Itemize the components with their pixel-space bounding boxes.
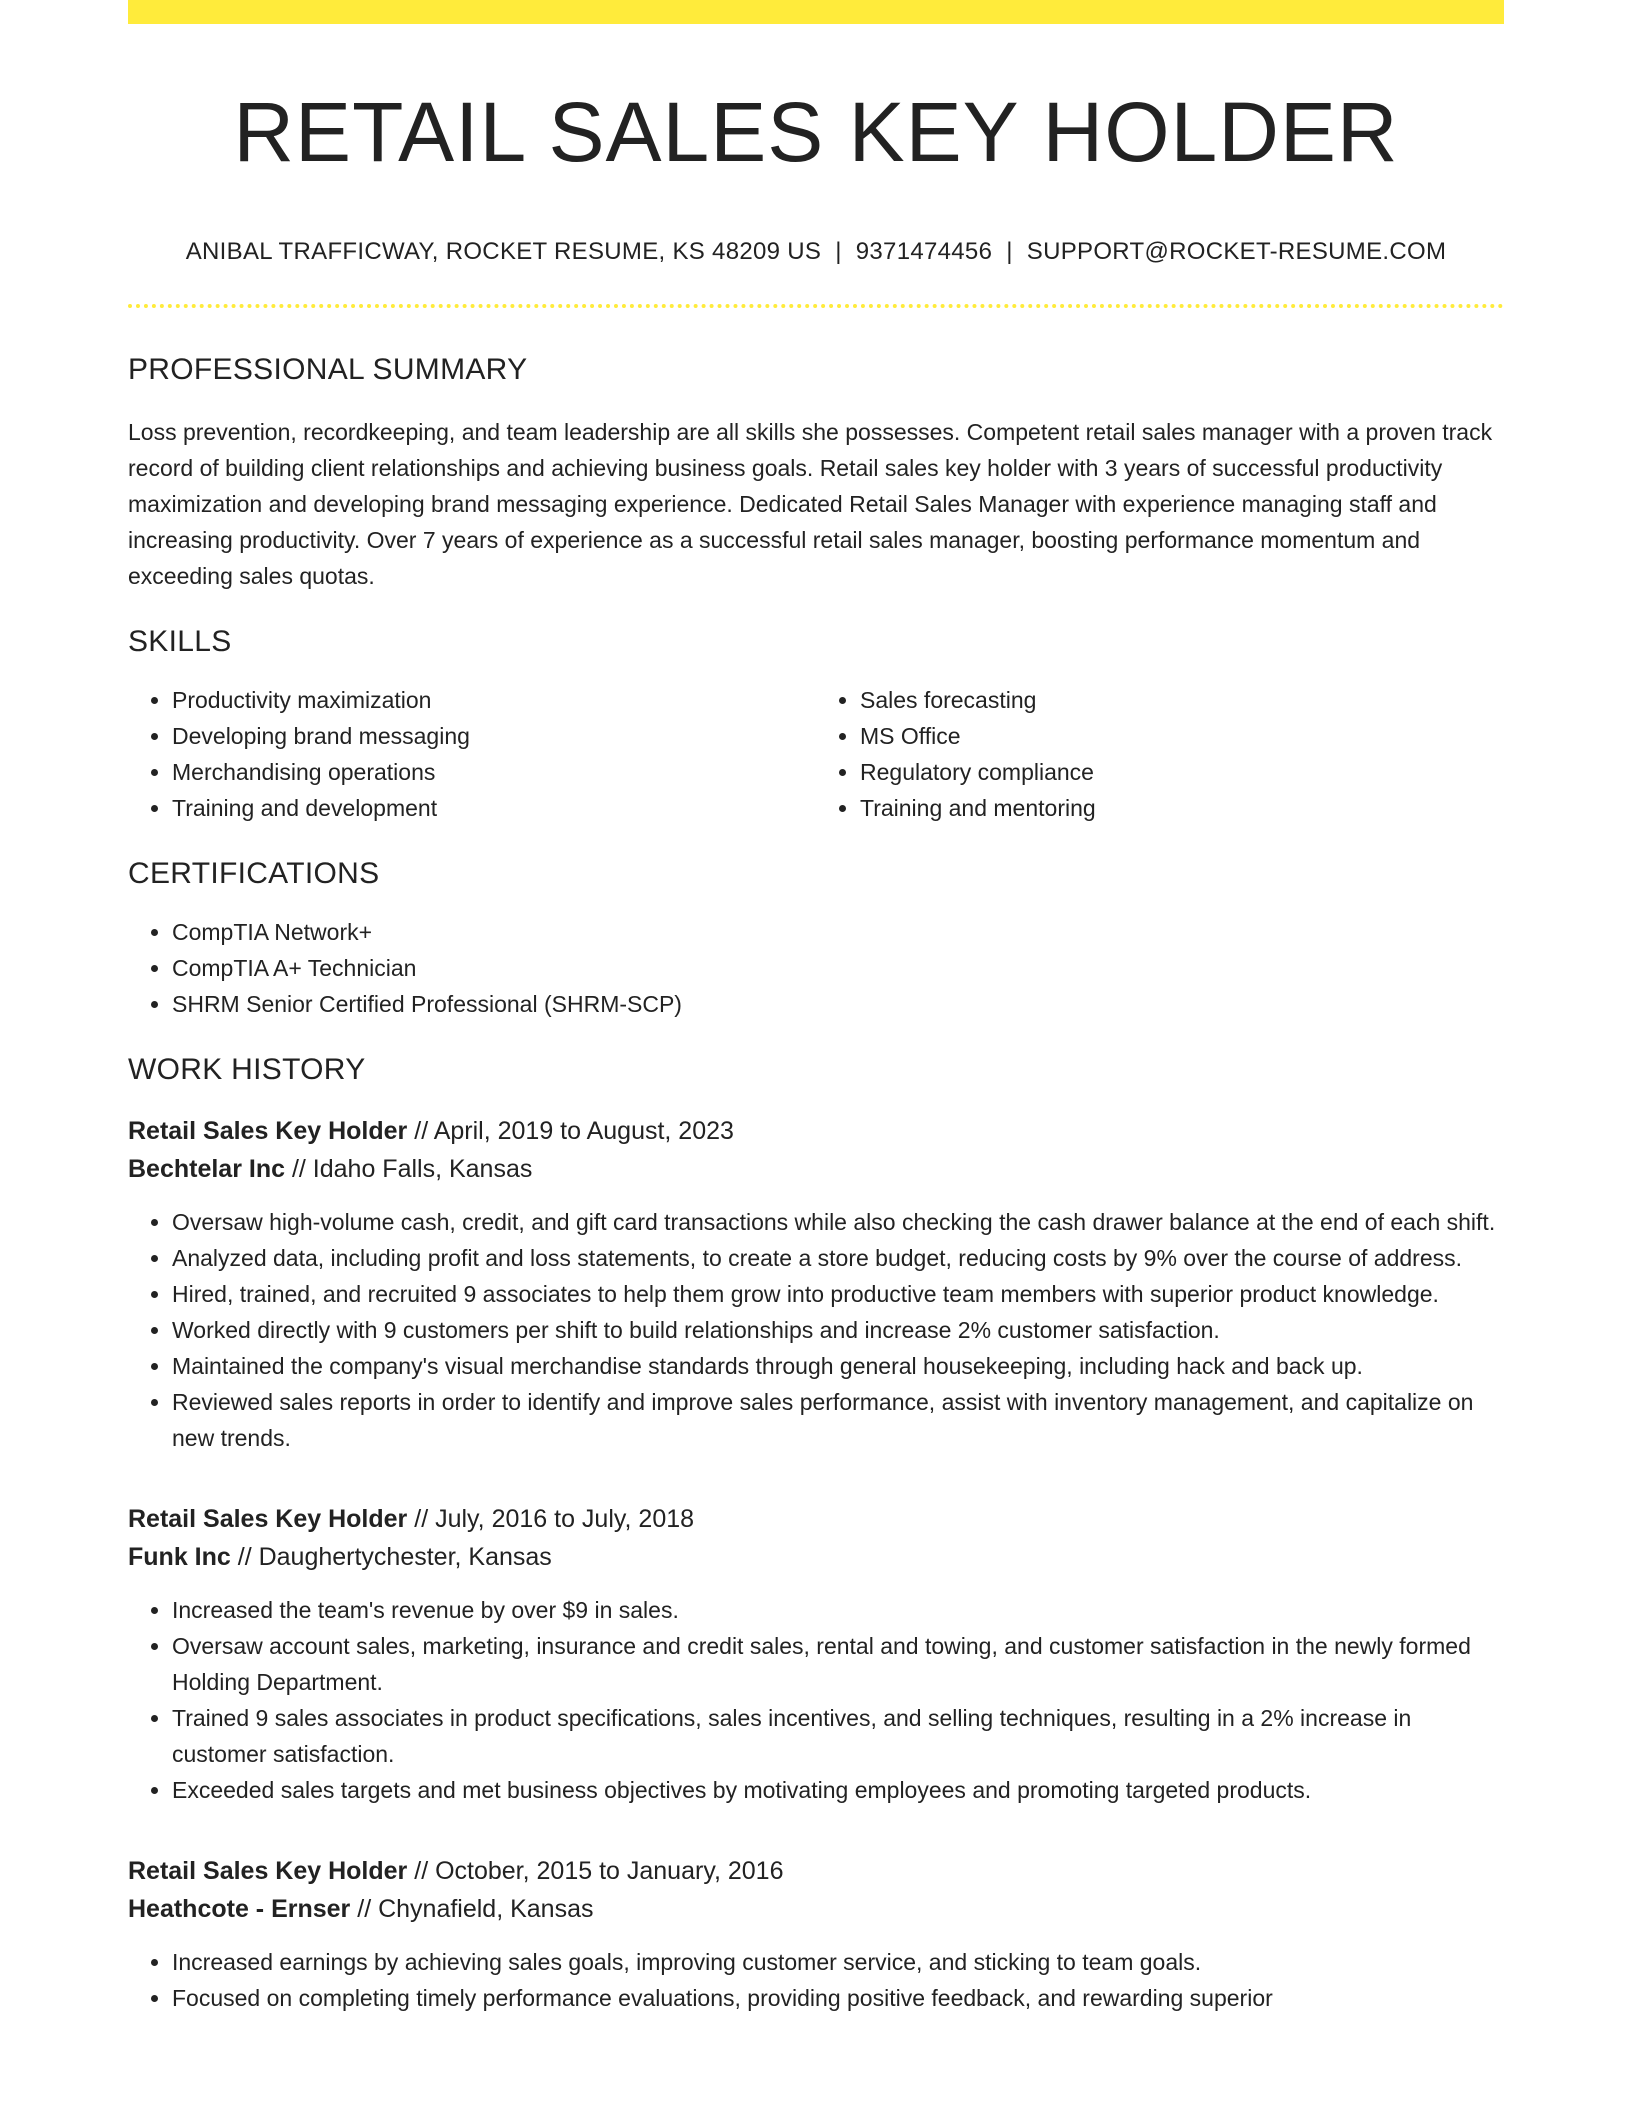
contact-address: ANIBAL TRAFFICWAY, ROCKET RESUME, KS 48209 US bbox=[185, 238, 822, 266]
job-company: Bechtelar Inc bbox=[128, 1155, 286, 1184]
certification-item: • SHRM Senior Certified Professional (SHRM-SCP) bbox=[172, 986, 1504, 1022]
job-bullet: • Oversaw account sales, marketing, insurance and credit sales, rental and towing, and customer satisfaction in the newly formed Holding Department. bbox=[172, 1628, 1504, 1700]
certifications-section bbox=[128, 856, 1504, 1022]
top-accent-bar bbox=[128, 0, 1504, 24]
certification-item: • CompTIA Network+ bbox=[172, 914, 1504, 950]
job-bullets bbox=[128, 1204, 1504, 1456]
job-title-line bbox=[128, 1852, 1504, 1890]
certification-item: • CompTIA A+ Technician bbox=[172, 950, 1504, 986]
work-history-heading: WORK HISTORY bbox=[128, 1053, 366, 1087]
resume-name: RETAIL SALES KEY HOLDER bbox=[233, 85, 1399, 179]
skills-list-right bbox=[816, 682, 1504, 826]
contact-separator: | bbox=[1006, 238, 1013, 266]
contact-separator: | bbox=[835, 238, 842, 266]
job-bullets bbox=[128, 1944, 1504, 2016]
job-dates: // April, 2019 to August, 2023 bbox=[407, 1117, 734, 1146]
job-bullet: • Hired, trained, and recruited 9 associates to help them grow into productive team members with superior product knowledge. bbox=[172, 1276, 1504, 1312]
work-history-section bbox=[128, 1052, 1504, 2016]
job-location: // Idaho Falls, Kansas bbox=[285, 1155, 533, 1184]
skills-heading: SKILLS bbox=[128, 625, 232, 659]
skills-list-left bbox=[128, 682, 816, 826]
certifications-list bbox=[128, 914, 1504, 1022]
job-bullet: • Focused on completing timely performance evaluations, providing positive feedback, and rewarding superior bbox=[172, 1980, 1504, 2016]
skill-item: • Training and mentoring bbox=[860, 790, 1504, 826]
job-bullet: • Increased earnings by achieving sales goals, improving customer service, and sticking to team goals. bbox=[172, 1944, 1504, 1980]
skill-item: • Merchandising operations bbox=[172, 754, 816, 790]
job-bullets bbox=[128, 1592, 1504, 1808]
job-entry bbox=[128, 1112, 1504, 1456]
job-company-line bbox=[128, 1538, 1504, 1576]
resume-content bbox=[128, 24, 1504, 2016]
job-company: Heathcote - Ernser bbox=[128, 1895, 351, 1924]
skills-section bbox=[128, 624, 1504, 826]
job-bullet: • Worked directly with 9 customers per shift to build relationships and increase 2% customer satisfaction. bbox=[172, 1312, 1504, 1348]
summary-heading: PROFESSIONAL SUMMARY bbox=[128, 353, 528, 387]
skill-item: • Productivity maximization bbox=[172, 682, 816, 718]
contact-phone: 9371474456 bbox=[855, 238, 993, 266]
job-bullet: • Increased the team's revenue by over $9 in sales. bbox=[172, 1592, 1504, 1628]
summary-section bbox=[128, 352, 1504, 594]
job-bullet: • Maintained the company's visual merchandise standards through general housekeeping, including hack and back up. bbox=[172, 1348, 1504, 1384]
job-dates: // July, 2016 to July, 2018 bbox=[407, 1505, 695, 1534]
job-bullet: • Exceeded sales targets and met business objectives by motivating employees and promoting targeted products. bbox=[172, 1772, 1504, 1808]
job-company-line bbox=[128, 1150, 1504, 1188]
job-location: // Daughertychester, Kansas bbox=[230, 1543, 552, 1572]
contact-line bbox=[128, 238, 1504, 266]
job-entry bbox=[128, 1500, 1504, 1808]
job-title: Retail Sales Key Holder bbox=[128, 1857, 408, 1886]
skill-item: • Regulatory compliance bbox=[860, 754, 1504, 790]
job-title-line bbox=[128, 1112, 1504, 1150]
contact-email: SUPPORT@ROCKET-RESUME.COM bbox=[1026, 238, 1447, 266]
dotted-divider bbox=[128, 304, 1504, 308]
job-title: Retail Sales Key Holder bbox=[128, 1505, 408, 1534]
job-bullet: • Analyzed data, including profit and loss statements, to create a store budget, reducing costs by 9% over the course of address. bbox=[172, 1240, 1504, 1276]
job-title-line bbox=[128, 1500, 1504, 1538]
job-entry bbox=[128, 1852, 1504, 2016]
skills-grid bbox=[128, 660, 1504, 826]
job-location: // Chynafield, Kansas bbox=[350, 1895, 594, 1924]
certifications-heading: CERTIFICATIONS bbox=[128, 857, 380, 891]
job-dates: // October, 2015 to January, 2016 bbox=[407, 1857, 784, 1886]
job-bullet: • Trained 9 sales associates in product specifications, sales incentives, and selling techniques, resulting in a 2% increase in customer satisfaction. bbox=[172, 1700, 1504, 1772]
skill-item: • Sales forecasting bbox=[860, 682, 1504, 718]
job-title: Retail Sales Key Holder bbox=[128, 1117, 408, 1146]
skill-item: • MS Office bbox=[860, 718, 1504, 754]
skill-item: • Developing brand messaging bbox=[172, 718, 816, 754]
summary-text: Loss prevention, recordkeeping, and team leadership are all skills she possesses. Competent retail sales manager with a proven track record of building client relationships and achieving business goals. Retail sales key holder with 3 years of successful productivity maximization and developing brand messaging experience. Dedicated Retail Sales Manager with experience managing staff and increasing productivity. Over 7 years of experience as a successful retail sales manager, boosting performance momentum and exceeding sales quotas. bbox=[128, 419, 1493, 590]
job-company: Funk Inc bbox=[128, 1543, 231, 1572]
job-bullet: • Reviewed sales reports in order to identify and improve sales performance, assist with inventory management, and capitalize on new trends. bbox=[172, 1384, 1504, 1456]
job-bullet: • Oversaw high-volume cash, credit, and gift card transactions while also checking the cash drawer balance at the end of each shift. bbox=[172, 1204, 1504, 1240]
job-company-line bbox=[128, 1890, 1504, 1928]
skill-item: • Training and development bbox=[172, 790, 816, 826]
